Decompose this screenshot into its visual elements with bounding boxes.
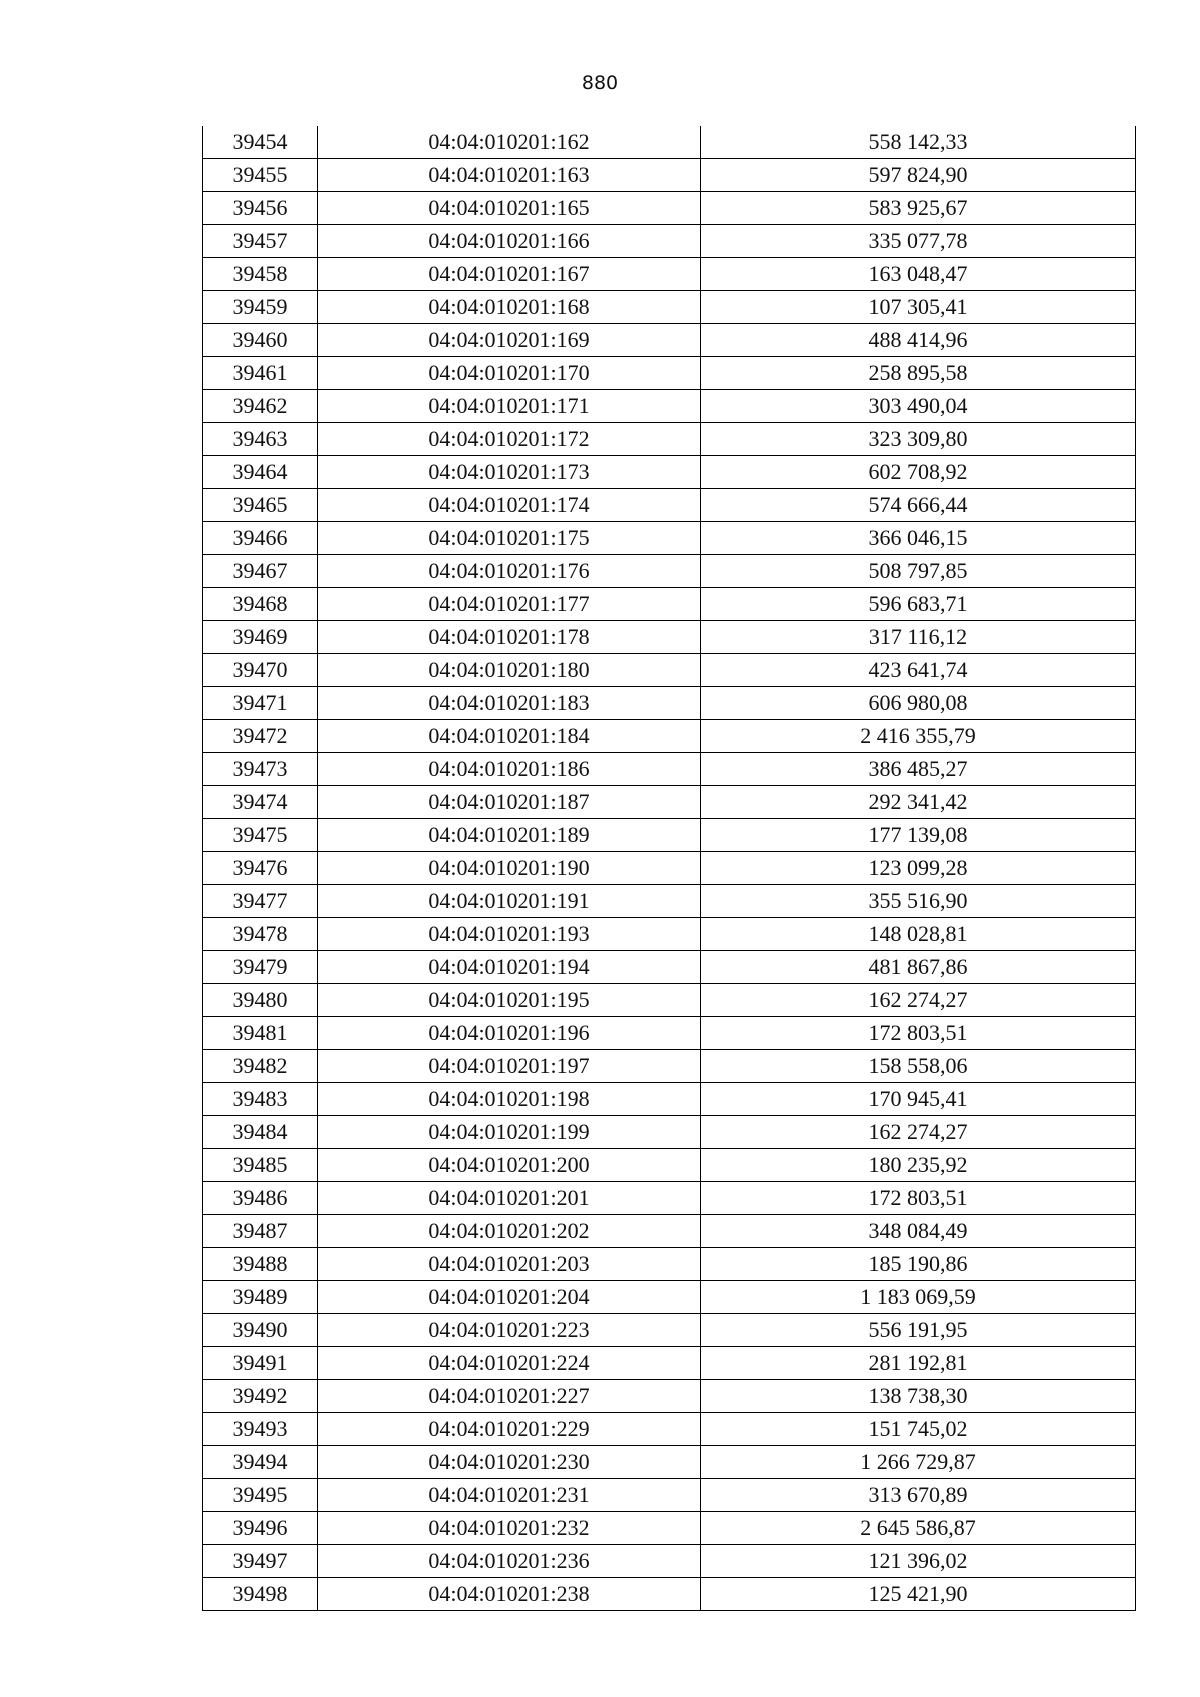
row-number-cell: 39498 [203,1578,318,1611]
cadastral-number-cell: 04:04:010201:197 [318,1050,701,1083]
value-cell: 2 645 586,87 [701,1512,1136,1545]
row-number-cell: 39484 [203,1116,318,1149]
row-number-cell: 39454 [203,126,318,159]
cadastral-number-cell: 04:04:010201:204 [318,1281,701,1314]
table-row [203,984,1136,1017]
value-cell: 185 190,86 [701,1248,1136,1281]
table-row [203,720,1136,753]
row-number-cell: 39497 [203,1545,318,1578]
table-row [203,1281,1136,1314]
value-cell: 158 558,06 [701,1050,1136,1083]
row-number-cell: 39472 [203,720,318,753]
row-number-cell: 39466 [203,522,318,555]
cadastral-number-cell: 04:04:010201:178 [318,621,701,654]
value-cell: 1 266 729,87 [701,1446,1136,1479]
row-number-cell: 39470 [203,654,318,687]
value-cell: 151 745,02 [701,1413,1136,1446]
row-number-cell: 39482 [203,1050,318,1083]
table-row [203,654,1136,687]
row-number-cell: 39496 [203,1512,318,1545]
row-number-cell: 39469 [203,621,318,654]
table-row [203,1413,1136,1446]
cadastral-number-cell: 04:04:010201:177 [318,588,701,621]
cadastral-number-cell: 04:04:010201:236 [318,1545,701,1578]
cadastral-number-cell: 04:04:010201:193 [318,918,701,951]
row-number-cell: 39473 [203,753,318,786]
row-number-cell: 39468 [203,588,318,621]
value-cell: 508 797,85 [701,555,1136,588]
value-cell: 172 803,51 [701,1182,1136,1215]
row-number-cell: 39489 [203,1281,318,1314]
value-cell: 348 084,49 [701,1215,1136,1248]
table-row [203,192,1136,225]
row-number-cell: 39481 [203,1017,318,1050]
table-row [203,621,1136,654]
cadastral-number-cell: 04:04:010201:176 [318,555,701,588]
table-row [203,1479,1136,1512]
row-number-cell: 39485 [203,1149,318,1182]
cadastral-number-cell: 04:04:010201:203 [318,1248,701,1281]
table-body [203,126,1136,1611]
value-cell: 172 803,51 [701,1017,1136,1050]
cadastral-number-cell: 04:04:010201:230 [318,1446,701,1479]
table-row [203,1578,1136,1611]
table-row [203,1314,1136,1347]
table-row [203,1149,1136,1182]
table-row [203,1545,1136,1578]
value-cell: 281 192,81 [701,1347,1136,1380]
value-cell: 258 895,58 [701,357,1136,390]
row-number-cell: 39478 [203,918,318,951]
value-cell: 148 028,81 [701,918,1136,951]
value-cell: 1 183 069,59 [701,1281,1136,1314]
cadastral-number-cell: 04:04:010201:162 [318,126,701,159]
cadastral-number-cell: 04:04:010201:195 [318,984,701,1017]
cadastral-number-cell: 04:04:010201:186 [318,753,701,786]
cadastral-number-cell: 04:04:010201:170 [318,357,701,390]
table-row [203,522,1136,555]
value-cell: 602 708,92 [701,456,1136,489]
value-cell: 556 191,95 [701,1314,1136,1347]
cadastral-number-cell: 04:04:010201:184 [318,720,701,753]
cadastral-number-cell: 04:04:010201:201 [318,1182,701,1215]
table-row [203,456,1136,489]
value-cell: 170 945,41 [701,1083,1136,1116]
table-row [203,753,1136,786]
row-number-cell: 39463 [203,423,318,456]
table-row [203,225,1136,258]
value-cell: 163 048,47 [701,258,1136,291]
row-number-cell: 39460 [203,324,318,357]
row-number-cell: 39456 [203,192,318,225]
row-number-cell: 39479 [203,951,318,984]
row-number-cell: 39457 [203,225,318,258]
cadastral-number-cell: 04:04:010201:165 [318,192,701,225]
page-number: 880 [581,72,619,94]
cadastral-number-cell: 04:04:010201:175 [318,522,701,555]
value-cell: 423 641,74 [701,654,1136,687]
cadastral-number-cell: 04:04:010201:172 [318,423,701,456]
row-number-cell: 39477 [203,885,318,918]
row-number-cell: 39474 [203,786,318,819]
cadastral-number-cell: 04:04:010201:227 [318,1380,701,1413]
value-cell: 123 099,28 [701,852,1136,885]
table-row [203,1050,1136,1083]
table-row [203,555,1136,588]
value-cell: 323 309,80 [701,423,1136,456]
value-cell: 177 139,08 [701,819,1136,852]
row-number-cell: 39458 [203,258,318,291]
value-cell: 121 396,02 [701,1545,1136,1578]
row-number-cell: 39459 [203,291,318,324]
table-row [203,951,1136,984]
row-number-cell: 39467 [203,555,318,588]
cadastral-number-cell: 04:04:010201:163 [318,159,701,192]
cadastral-number-cell: 04:04:010201:199 [318,1116,701,1149]
table-row [203,1347,1136,1380]
cadastral-number-cell: 04:04:010201:190 [318,852,701,885]
cadastral-number-cell: 04:04:010201:187 [318,786,701,819]
row-number-cell: 39487 [203,1215,318,1248]
cadastral-number-cell: 04:04:010201:167 [318,258,701,291]
cadastral-number-cell: 04:04:010201:229 [318,1413,701,1446]
row-number-cell: 39490 [203,1314,318,1347]
row-number-cell: 39488 [203,1248,318,1281]
table-row [203,126,1136,159]
value-cell: 180 235,92 [701,1149,1136,1182]
cadastral-number-cell: 04:04:010201:183 [318,687,701,720]
row-number-cell: 39471 [203,687,318,720]
table-row [203,357,1136,390]
value-cell: 2 416 355,79 [701,720,1136,753]
table-row [203,489,1136,522]
value-cell: 162 274,27 [701,984,1136,1017]
value-cell: 488 414,96 [701,324,1136,357]
value-cell: 583 925,67 [701,192,1136,225]
value-cell: 162 274,27 [701,1116,1136,1149]
cadastral-number-cell: 04:04:010201:223 [318,1314,701,1347]
cadastral-number-cell: 04:04:010201:202 [318,1215,701,1248]
table-row [203,1116,1136,1149]
value-cell: 355 516,90 [701,885,1136,918]
table-row [203,1512,1136,1545]
value-cell: 107 305,41 [701,291,1136,324]
table-row [203,1446,1136,1479]
row-number-cell: 39475 [203,819,318,852]
value-cell: 597 824,90 [701,159,1136,192]
table-row [203,885,1136,918]
row-number-cell: 39465 [203,489,318,522]
value-cell: 481 867,86 [701,951,1136,984]
cadastral-number-cell: 04:04:010201:166 [318,225,701,258]
row-number-cell: 39462 [203,390,318,423]
cadastral-number-cell: 04:04:010201:174 [318,489,701,522]
table-row [203,786,1136,819]
cadastral-number-cell: 04:04:010201:200 [318,1149,701,1182]
cadastral-number-cell: 04:04:010201:168 [318,291,701,324]
row-number-cell: 39494 [203,1446,318,1479]
data-table [202,126,1136,1611]
value-cell: 313 670,89 [701,1479,1136,1512]
table-row [203,588,1136,621]
value-cell: 138 738,30 [701,1380,1136,1413]
cadastral-number-cell: 04:04:010201:196 [318,1017,701,1050]
table-row [203,258,1136,291]
cadastral-number-cell: 04:04:010201:171 [318,390,701,423]
table-row [203,159,1136,192]
table-row [203,324,1136,357]
cadastral-number-cell: 04:04:010201:191 [318,885,701,918]
cadastral-number-cell: 04:04:010201:194 [318,951,701,984]
row-number-cell: 39480 [203,984,318,1017]
table-row [203,687,1136,720]
value-cell: 366 046,15 [701,522,1136,555]
row-number-cell: 39461 [203,357,318,390]
value-cell: 596 683,71 [701,588,1136,621]
table-row [203,1380,1136,1413]
table-row [203,1083,1136,1116]
row-number-cell: 39483 [203,1083,318,1116]
value-cell: 558 142,33 [701,126,1136,159]
table-row [203,918,1136,951]
row-number-cell: 39486 [203,1182,318,1215]
row-number-cell: 39491 [203,1347,318,1380]
table-row [203,1182,1136,1215]
cadastral-number-cell: 04:04:010201:224 [318,1347,701,1380]
cadastral-number-cell: 04:04:010201:198 [318,1083,701,1116]
table-row [203,1248,1136,1281]
table-row [203,819,1136,852]
cadastral-number-cell: 04:04:010201:169 [318,324,701,357]
table-row [203,390,1136,423]
value-cell: 303 490,04 [701,390,1136,423]
value-cell: 292 341,42 [701,786,1136,819]
row-number-cell: 39493 [203,1413,318,1446]
table-row [203,291,1136,324]
row-number-cell: 39492 [203,1380,318,1413]
value-cell: 125 421,90 [701,1578,1136,1611]
value-cell: 574 666,44 [701,489,1136,522]
cadastral-number-cell: 04:04:010201:173 [318,456,701,489]
table-row [203,423,1136,456]
table-row [203,852,1136,885]
cadastral-number-cell: 04:04:010201:238 [318,1578,701,1611]
cadastral-number-cell: 04:04:010201:189 [318,819,701,852]
cadastral-number-cell: 04:04:010201:232 [318,1512,701,1545]
row-number-cell: 39495 [203,1479,318,1512]
value-cell: 335 077,78 [701,225,1136,258]
value-cell: 317 116,12 [701,621,1136,654]
cadastral-number-cell: 04:04:010201:231 [318,1479,701,1512]
row-number-cell: 39476 [203,852,318,885]
value-cell: 386 485,27 [701,753,1136,786]
row-number-cell: 39455 [203,159,318,192]
table-row [203,1215,1136,1248]
cadastral-number-cell: 04:04:010201:180 [318,654,701,687]
value-cell: 606 980,08 [701,687,1136,720]
row-number-cell: 39464 [203,456,318,489]
table-row [203,1017,1136,1050]
